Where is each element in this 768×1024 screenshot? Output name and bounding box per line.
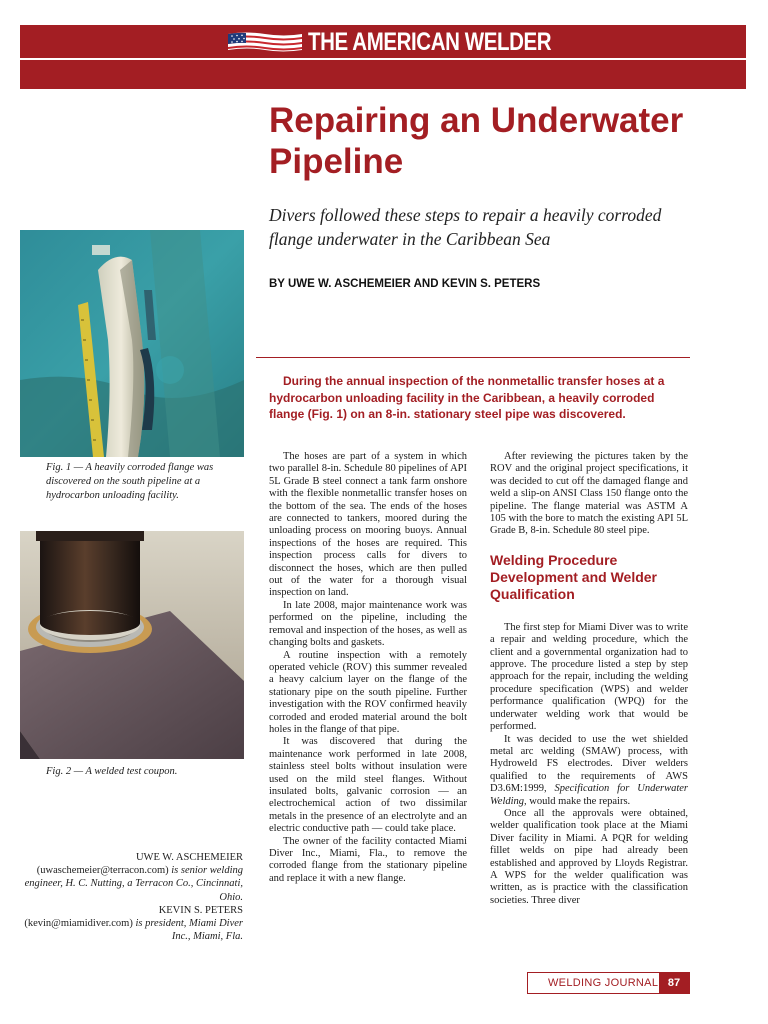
figure-1-caption: Fig. 1 — A heavily corroded flange was discovered on the south pipeline at a hydrocarbon unloading facility. [46,462,214,501]
article-subtitle: Divers followed these steps to repair a heavily corroded flange underwater in the Caribbean Sea [269,205,662,249]
spec-title: Specification for Underwater Welding, [490,783,688,807]
paragraph: In late 2008, major maintenance work was performed on the pipeline, including the removal and inspection of the hoses, as well as changing bolts and gaskets. [269,599,467,649]
paragraph: The first step for Miami Diver was to write a repair and welding procedure, which the client and a governmental organization had to approve. The procedure listed a step by step approach for the repair, including the welding procedure specification (WPS) and welder performance qualification (WPQ) for the underwater welding work that would be performed. [490,621,688,733]
author-2-name: KEVIN S. PETERS [158,904,243,916]
paragraph: It was discovered that during the maintenance work performed in late 2008, stainless steel bolts without insulation were used on the mild steel flanges. Without insulated bolts, galvanic corrosion — an electrochemical action of two dissimilar metals in the presence of an electrolyte and an electric conductive path — could take place. [269,736,467,835]
paragraph: The hoses are part of a system in which two parallel 8-in. Schedule 80 pipelines of API 5L Grade B steel connect a tank farm onshore with the flexible nonmetallic transfer hoses on the bottom of the sea. The ends of the hoses are connected to tankers, moored during the unloading process on mooring buoys. Annual inspections of the hoses are required. This inspection process calls for divers to disconnect the hoses, which are then pulled out of the water for a thorough visual inspection on land. [269,451,467,599]
body-column-2 [490,451,688,907]
paragraph: Once all the approvals were obtained, welder qualification took place at the Miami Diver facility in Miami. A PQR for welding fillet welds on pipe had already been established and approved by Lloyds Registrar. A WPS for the welder qualification was written, as is practice with the classification societies. Three diver [490,807,688,906]
magazine-title: THE AMERICAN WELDER [308,28,552,56]
figure-2-photo [20,531,244,759]
paragraph: A routine inspection with a remotely operated vehicle (ROV) this summer revealed a heavy calcium layer on the flange of the stationary pipe on the south pipeline. Further investigation with the ROV confirmed heavily corroded and eroded material around the bolt holes in the flange of that pipe. [269,649,467,735]
title-rule [256,357,690,358]
author-bios [13,851,243,943]
journal-name: WELDING JOURNAL [548,977,659,989]
author-2-role: is president, Miami Diver Inc., Miami, Fla. [135,918,243,943]
banner-divider [20,58,746,60]
paragraph [490,734,688,808]
figure-2-caption: Fig. 2 — A welded test coupon. [46,766,178,777]
byline: BY UWE W. ASCHEMEIER AND KEVIN S. PETERS [269,278,541,290]
author-1-email: (uwaschemeier@terracon.com) [36,865,169,877]
page-number: 87 [659,973,689,993]
body-column-1 [269,451,467,885]
american-flag-icon [228,31,302,53]
lead-paragraph: During the annual inspection of the nonmetallic transfer hoses at a hydrocarbon unloading facility in the Caribbean, a heavily corroded flange (Fig. 1) on an 8-in. stationary steel pipe was discovered. [269,374,665,421]
paragraph: After reviewing the pictures taken by the ROV and the original project specifications, it was decided to cut off the damaged flange and weld a slip-on ANSI Class 150 flange onto the pipeline. The flange material was ASTM A 105 with the bore to match the existing API 5L Grade B, 8-in. Schedule 80 steel pipe. [490,451,688,537]
author-1-name: UWE W. ASCHEMEIER [135,852,243,863]
masthead-banner [20,25,746,89]
paragraph-text: would make the repairs. [526,795,631,807]
article-title: Repairing an Underwater Pipeline [269,101,684,181]
section-heading: Welding Procedure Development and Welder Qualification [490,551,658,602]
page-footer [527,972,690,994]
figure-1-photo [20,230,244,457]
author-2-email: (kevin@miamidiver.com) [24,918,133,930]
paragraph: The owner of the facility contacted Miami Diver Inc., Miami, Fla., to remove the corroded flange from the stationary pipeline and replace it with a new flange. [269,835,467,884]
paragraph-text: It was decided to use the wet shielded metal arc welding (SMAW) process, with Hydroweld FS electrodes. Diver welders qualified to the requirements of AWS D3.6M:1999, [490,733,688,795]
author-1-role: is senior welding engineer, H. C. Nutting, a Terracon Co., Cincinnati, Ohio. [24,865,243,903]
